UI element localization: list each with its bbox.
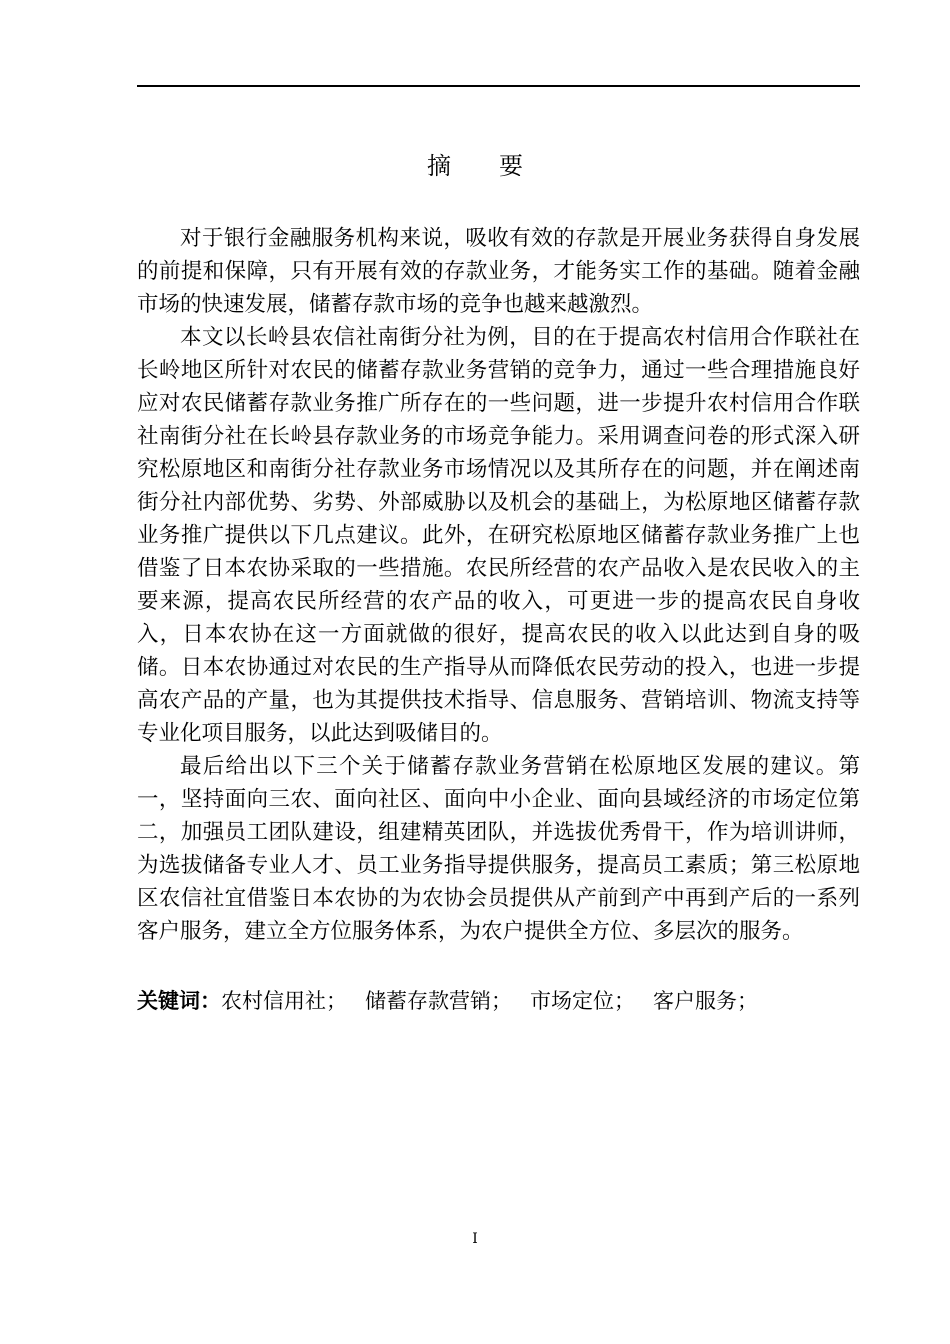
keyword-item: 客户服务； [653, 989, 758, 1013]
keyword-item: 储蓄存款营销； [365, 989, 512, 1013]
abstract-paragraph-2: 本文以长岭县农信社南街分社为例，目的在于提高农村信用合作联社在长岭地区所针对农民的储蓄存款业务营销的竞争力，通过一些合理措施良好应对农民储蓄存款业务推广所存在的一些问题，进一步提升农村信用合作联社南街分社在长岭县存款业务的市场竞争能力。采用调查问卷的形式深入研究松原地区和南街分社存款业务市场情况以及其所存在的问题，并在阐述南街分社内部优势、劣势、外部威胁以及机会的基础上，为松原地区储蓄存款业务推广提供以下几点建议。此外，在研究松原地区储蓄存款业务推广上也借鉴了日本农协采取的一些措施。农民所经营的农产品收入是农民收入的主要来源，提高农民所经营的农产品的收入，可更进一步的提高农民自身收入，日本农协在这一方面就做的很好，提高农民的收入以此达到自身的吸储。日本农协通过对农民的生产指导从而降低农民劳动的投入，也进一步提高农产品的产量，也为其提供技术指导、信息服务、营销培训、物流支持等专业化项目服务，以此达到吸储目的。 [137, 325, 860, 746]
keyword-item: 市场定位； [530, 989, 635, 1013]
keywords-line [137, 984, 860, 1018]
abstract-paragraph-1: 对于银行金融服务机构来说，吸收有效的存款是开展业务获得自身发展的前提和保障，只有开展有效的存款业务，才能务实工作的基础。随着金融市场的快速发展，储蓄存款市场的竞争也越来越激烈。 [137, 226, 860, 317]
keyword-item: 农村信用社； [221, 989, 347, 1013]
page-title [0, 148, 950, 184]
page-number: I [472, 1231, 478, 1247]
title-char-2: 要 [499, 152, 523, 180]
header-rule [137, 85, 860, 87]
abstract-body [137, 222, 860, 948]
title-char-1: 摘 [427, 152, 451, 180]
keywords-label: 关键词： [137, 988, 221, 1013]
abstract-paragraph-3: 最后给出以下三个关于储蓄存款业务营销在松原地区发展的建议。第一，坚持面向三农、面向社区、面向中小企业、面向县域经济的市场定位第二，加强员工团队建设，组建精英团队，并选拔优秀骨干，作为培训讲师，为选拔储备专业人才、员工业务指导提供服务，提高员工素质；第三松原地区农信社宜借鉴日本农协的为农协会员提供从产前到产中再到产后的一系列客户服务，建立全方位服务体系，为农户提供全方位、多层次的服务。 [137, 754, 860, 944]
